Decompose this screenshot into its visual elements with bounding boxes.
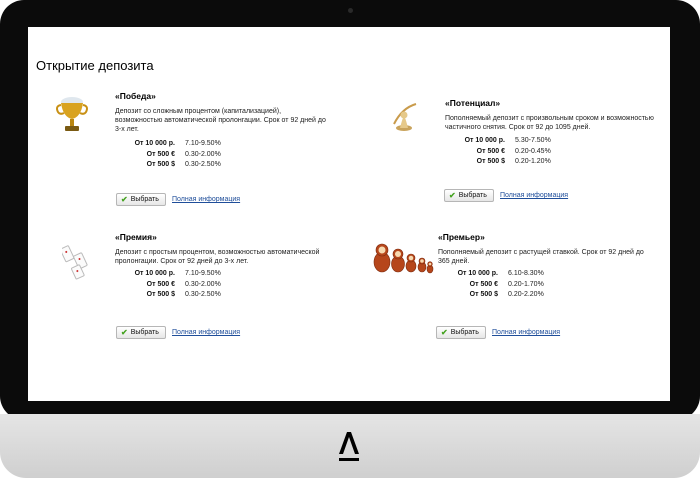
- rate-value: 7.10-9.50%: [185, 140, 221, 147]
- rate-row: [445, 147, 551, 158]
- rate-table: [445, 136, 551, 168]
- rate-row: [438, 280, 544, 291]
- rate-label: От 500 €: [469, 280, 498, 288]
- rate-label: От 500 €: [146, 150, 175, 158]
- rate-label: От 500 $: [469, 291, 498, 298]
- rate-value: 0.20-2.20%: [508, 291, 544, 298]
- rate-row: [115, 160, 221, 171]
- rate-row: [115, 290, 221, 301]
- rate-value: 0.30-2.50%: [185, 291, 221, 298]
- check-icon: ✔: [121, 195, 128, 204]
- rate-label: От 500 $: [476, 158, 505, 165]
- select-button[interactable]: [436, 326, 486, 339]
- rate-table: [438, 269, 544, 301]
- select-button[interactable]: [444, 189, 494, 202]
- select-button-label: Выбрать: [450, 329, 479, 336]
- chess-pawn-icon: [390, 102, 420, 132]
- more-info-link[interactable]: Полная информация: [492, 329, 561, 336]
- camera-dot: [348, 8, 353, 13]
- rate-value: 0.20-0.45%: [515, 147, 551, 155]
- rate-row: [115, 150, 221, 161]
- rate-value: 0.30-2.50%: [185, 161, 221, 168]
- deposit-card-pobeda: [50, 89, 350, 204]
- rate-value: 5.30-7.50%: [515, 137, 551, 144]
- alfa-logo-icon: [336, 430, 362, 464]
- rate-table: [115, 269, 221, 301]
- deposit-description: Пополняемый депозит с растущей ставкой. Срок от 92 дней до 365 дней.: [438, 249, 644, 265]
- select-button-label: Выбрать: [458, 192, 487, 199]
- deposit-description: Депозит со сложным процентом (капитализацией), возможностью автоматической пролонгации. Срок от 92 дней до 3-х лет.: [115, 108, 326, 133]
- dominoes-icon: [62, 240, 88, 280]
- rate-row: [438, 269, 544, 280]
- select-button-label: Выбрать: [130, 196, 159, 203]
- rate-value: 0.20-1.70%: [508, 280, 544, 288]
- check-icon: ✔: [449, 191, 456, 200]
- select-button[interactable]: [116, 193, 166, 206]
- rate-row: [438, 290, 544, 301]
- deposit-name: «Премия»: [115, 232, 157, 242]
- rate-label: От 500 $: [146, 291, 175, 298]
- rate-value: 6.10-8.30%: [508, 270, 544, 277]
- deposit-name: «Победа»: [115, 91, 156, 101]
- rate-row: [115, 280, 221, 291]
- deposit-description: Депозит с простым процентом, возможностью автоматической пролонгации. Срок от 92 дней до 3-х лет.: [115, 249, 320, 265]
- select-button-label: Выбрать: [130, 329, 159, 336]
- deposit-name: «Потенциал»: [445, 98, 501, 108]
- rate-value: 0.20-1.20%: [515, 158, 551, 165]
- deposit-card-premier: [370, 230, 670, 340]
- rate-label: От 500 $: [146, 161, 175, 168]
- deposit-card-potentsial: [390, 89, 670, 199]
- rate-label: От 10 000 р.: [134, 140, 175, 147]
- matryoshka-icon: [372, 238, 434, 274]
- rate-value: 7.10-9.50%: [185, 270, 221, 277]
- rate-label: От 10 000 р.: [464, 137, 505, 144]
- rate-row: [445, 136, 551, 147]
- check-icon: ✔: [441, 328, 448, 337]
- deposit-name: «Премьер»: [438, 232, 485, 242]
- rate-value: 0.30-2.00%: [185, 280, 221, 288]
- rate-label: От 500 €: [476, 147, 505, 155]
- more-info-link[interactable]: Полная информация: [500, 192, 569, 199]
- screen: [28, 27, 670, 401]
- rate-row: [115, 269, 221, 280]
- rate-label: От 10 000 р.: [457, 270, 498, 277]
- rate-table: [115, 139, 221, 171]
- deposit-card-premiya: [50, 230, 350, 340]
- rate-label: От 10 000 р.: [134, 270, 175, 277]
- rate-row: [115, 139, 221, 150]
- page-title: Открытие депозита: [36, 58, 154, 73]
- rate-label: От 500 €: [146, 280, 175, 288]
- deposit-description: Пополняемый депозит с произвольным сроком и возможностью частичного снятия. Срок от 92 до 1095 дней.: [445, 115, 654, 131]
- rate-row: [445, 157, 551, 168]
- more-info-link[interactable]: Полная информация: [172, 329, 241, 336]
- check-icon: ✔: [121, 328, 128, 337]
- select-button[interactable]: [116, 326, 166, 339]
- rate-value: 0.30-2.00%: [185, 150, 221, 158]
- more-info-link[interactable]: Полная информация: [172, 196, 241, 203]
- trophy-icon: [55, 95, 89, 133]
